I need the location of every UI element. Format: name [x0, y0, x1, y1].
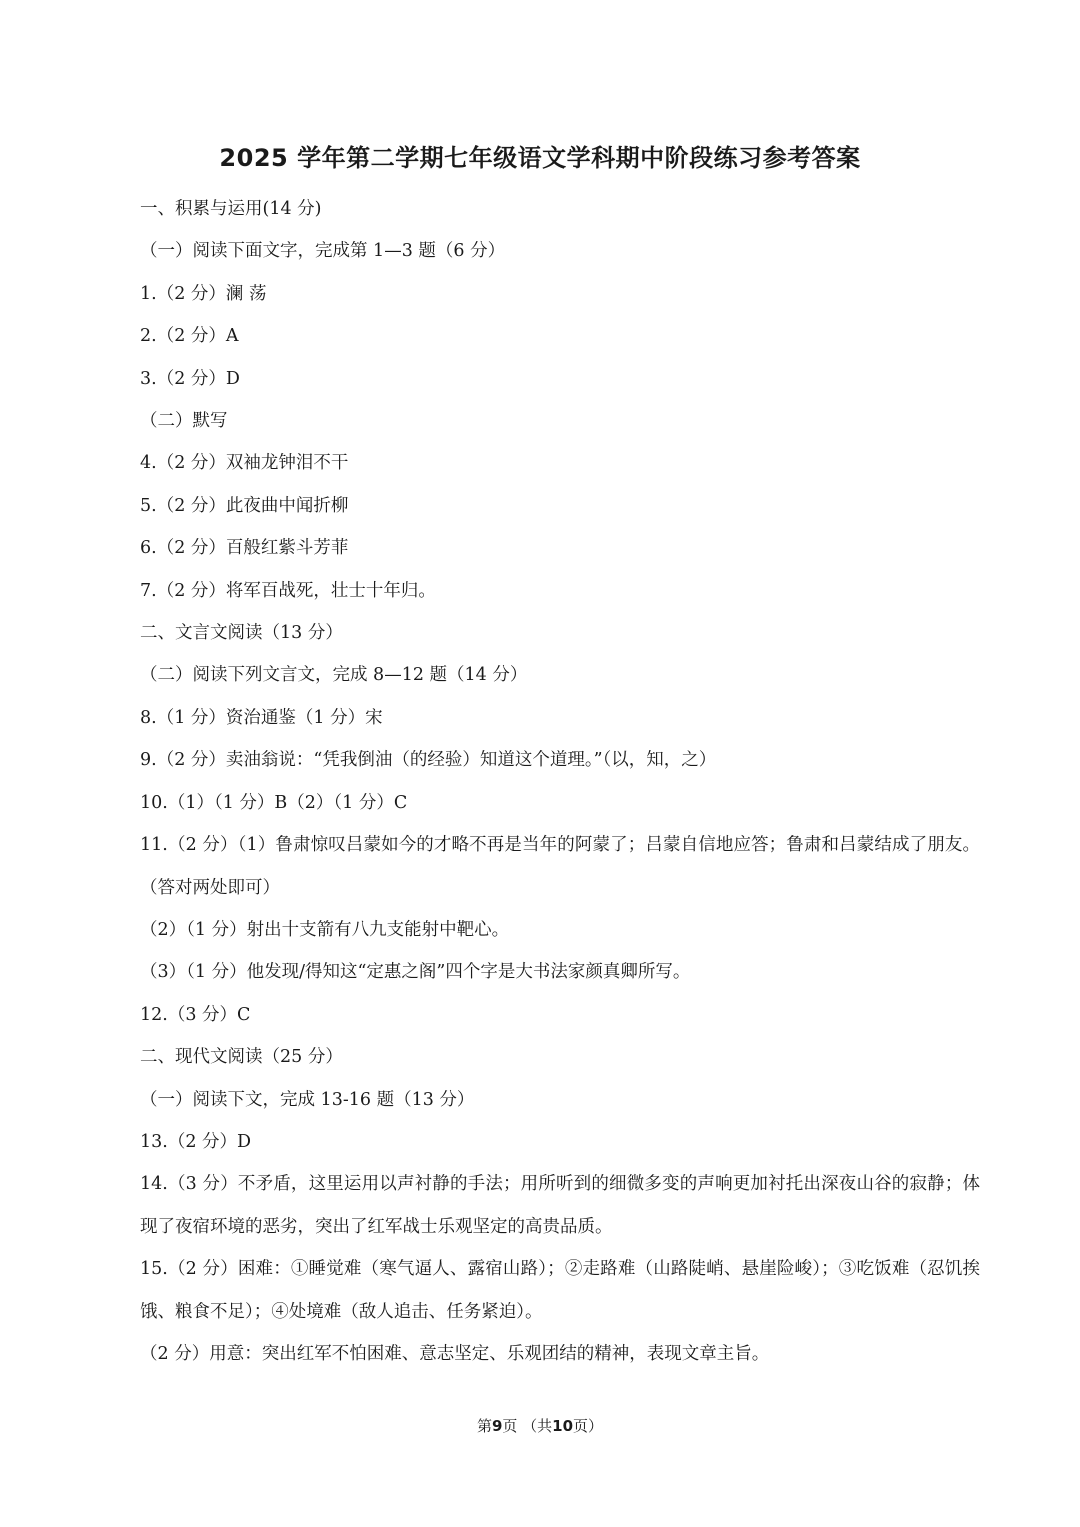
footer-middle: 页 （共: [502, 1417, 553, 1435]
footer-suffix: 页）: [573, 1417, 604, 1435]
answer-line: 13.（2 分）D: [140, 1131, 252, 1152]
answer-line: 3.（2 分）D: [140, 368, 240, 389]
answer-line: 12.（3 分）C: [140, 1004, 251, 1025]
answer-line: 1.（2 分）澜 荡: [140, 283, 267, 304]
answer-line: 9.（2 分）卖油翁说：“凭我倒油（的经验）知道这个道理。”（以，知，之）: [140, 750, 717, 771]
answer-line: 5.（2 分）此夜曲中闻折柳: [140, 495, 349, 516]
section-heading: 一、积累与运用(14 分): [140, 199, 322, 219]
answer-paragraph: 15.（2 分）困难：①睡觉难（寒气逼人、露宿山路）；②走路难（山路陡峭、悬崖险峻）；③吃饭难（忍饥挨饿、粮食不足）；④处境难（敌人追击、任务紧迫）。: [140, 1259, 980, 1322]
answer-paragraph: 14.（3 分）不矛盾，这里运用以声衬静的手法；用所听到的细微多变的声响更加衬托出深夜山谷的寂静；体现了夜宿环境的恶劣，突出了红军战士乐观坚定的高贵品质。: [140, 1174, 980, 1237]
section-heading: 二、文言文阅读（13 分）: [140, 623, 343, 644]
subsection-heading: （一）阅读下文，完成 13-16 题（13 分）: [140, 1089, 475, 1110]
answer-line: （2）（1 分）射出十支箭有八九支能射中靶心。: [140, 919, 510, 940]
answer-line: （3）（1 分）他发现/得知这“定惠之阁”四个字是大书法家颜真卿所写。: [140, 962, 691, 983]
answer-body: [104, 188, 980, 1375]
footer-page-number: 9: [491, 1417, 503, 1435]
section-heading: 二、现代文阅读（25 分）: [140, 1047, 343, 1068]
answer-paragraph: 11.（2 分）（1）鲁肃惊叹吕蒙如今的才略不再是当年的阿蒙了；吕蒙自信地应答；鲁肃和吕蒙结成了朋友。（答对两处即可）: [140, 835, 980, 898]
answer-line: 7.（2 分）将军百战死，壮士十年归。: [140, 580, 436, 601]
subsection-heading: （一）阅读下面文字，完成第 1—3 题（6 分）: [140, 241, 506, 262]
page-title: 2025 学年第二学期七年级语文学科期中阶段练习参考答案: [219, 144, 861, 172]
footer-total-pages: 10: [552, 1417, 574, 1435]
answer-line: 4.（2 分）双袖龙钟泪不干: [140, 453, 349, 474]
answer-line: 6.（2 分）百般红紫斗芳菲: [140, 538, 349, 559]
subsection-heading: （二）默写: [140, 411, 228, 432]
answer-line: 8.（1 分）资治通鉴（1 分）宋: [140, 707, 383, 728]
answer-line: （2 分）用意：突出红军不怕困难、意志坚定、乐观团结的精神，表现文章主旨。: [140, 1343, 770, 1364]
answer-line: 10.（1）（1 分）B（2）（1 分）C: [140, 792, 408, 813]
page-footer: [0, 1414, 1080, 1438]
subsection-heading: （二）阅读下列文言文，完成 8—12 题（14 分）: [140, 665, 528, 686]
answer-line: 2.（2 分）A: [140, 326, 239, 347]
footer-prefix: 第: [476, 1417, 492, 1435]
